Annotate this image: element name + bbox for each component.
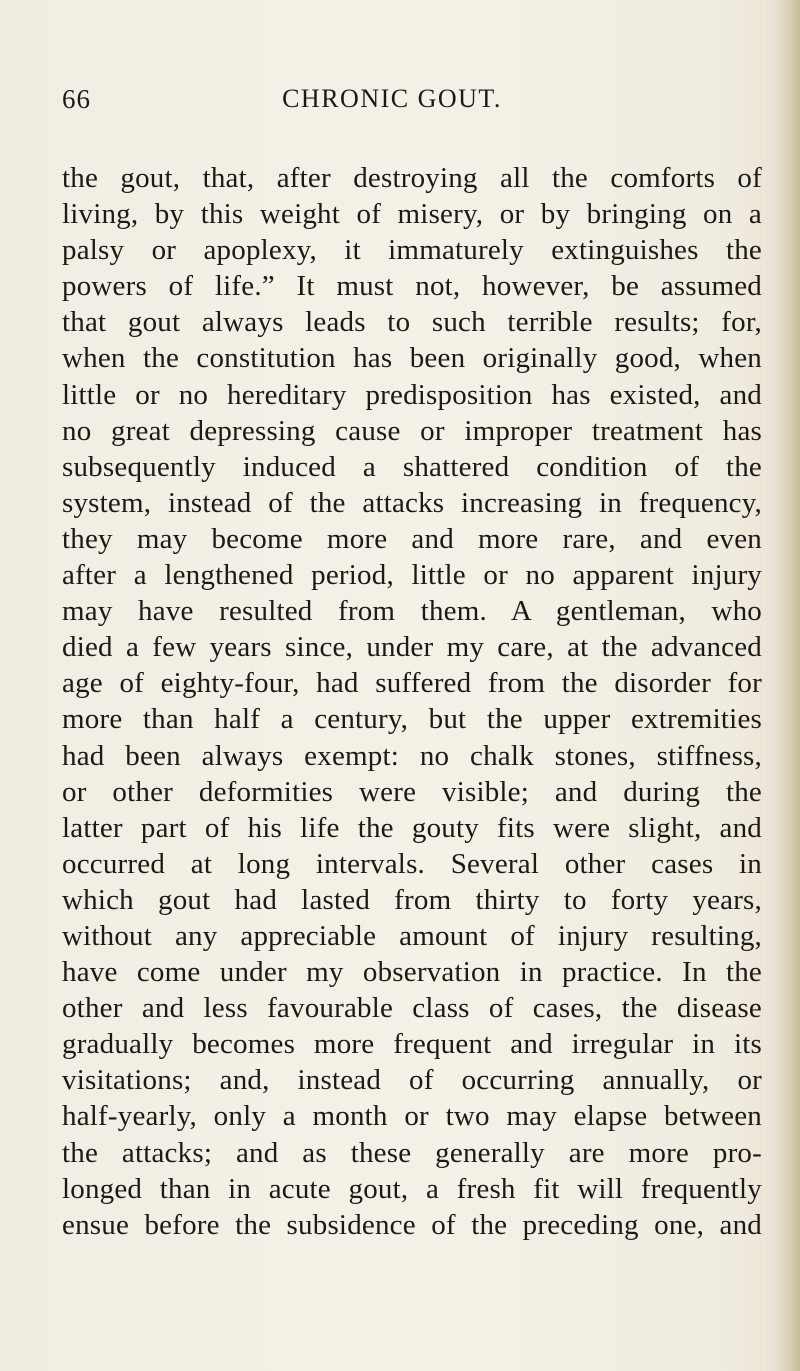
text-line: gradually becomes more frequent and irregular in its (62, 1028, 762, 1061)
page-header (62, 84, 722, 124)
page-number: 66 (62, 84, 91, 114)
text-line: ensue before the subsidence of the preceding one, and (62, 1208, 762, 1241)
text-line: the gout, that, after destroying all the comforts of (62, 162, 762, 194)
text-line: living, by this weight of misery, or by bringing on a (62, 198, 762, 231)
text-line: that gout always leads to such terrible results; for, (62, 306, 762, 339)
text-line: no great depressing cause or improper treatment has (62, 414, 762, 447)
text-line: little or no hereditary predisposition has existed, and (62, 378, 762, 411)
text-line: other and less favourable class of cases, the disease (62, 992, 762, 1025)
text-line: without any appreciable amount of injury resulting, (62, 919, 762, 952)
text-line: have come under my observation in practice. In the (62, 956, 762, 989)
text-line: had been always exempt: no chalk stones, stiffness, (62, 739, 762, 772)
text-line: or other deformities were visible; and during the (62, 775, 762, 808)
text-line: subsequently induced a shattered condition of the (62, 450, 762, 483)
text-line: they may become more and more rare, and even (62, 522, 762, 555)
text-line: latter part of his life the gouty fits were slight, and (62, 811, 762, 844)
text-line: palsy or apoplexy, it immaturely extinguishes the (62, 234, 762, 267)
text-line: half-yearly, only a month or two may elapse between (62, 1100, 762, 1133)
page-edge-shadow (774, 0, 800, 1371)
text-line: occurred at long intervals. Several other cases in (62, 847, 762, 880)
text-line: which gout had lasted from thirty to forty years, (62, 883, 762, 916)
text-line: longed than in acute gout, a fresh fit will frequently (62, 1172, 762, 1205)
text-line: visitations; and, instead of occurring annually, or (62, 1064, 762, 1097)
text-line: powers of life.” It must not, however, be assumed (62, 270, 762, 303)
running-head: CHRONIC GOUT. (282, 84, 502, 113)
text-line: died a few years since, under my care, at the advanced (62, 631, 762, 664)
text-line: system, instead of the attacks increasing in frequency, (62, 486, 762, 519)
text-line: more than half a century, but the upper extremities (62, 703, 762, 736)
text-line: may have resulted from them. A gentleman, who (62, 595, 762, 628)
text-line: when the constitution has been originally good, when (62, 342, 762, 375)
text-line: after a lengthened period, little or no apparent injury (62, 559, 762, 592)
text-line: the attacks; and as these generally are more pro- (62, 1136, 762, 1169)
text-line: age of eighty-four, had suffered from the disorder for (62, 667, 762, 700)
body-text (62, 160, 762, 1243)
